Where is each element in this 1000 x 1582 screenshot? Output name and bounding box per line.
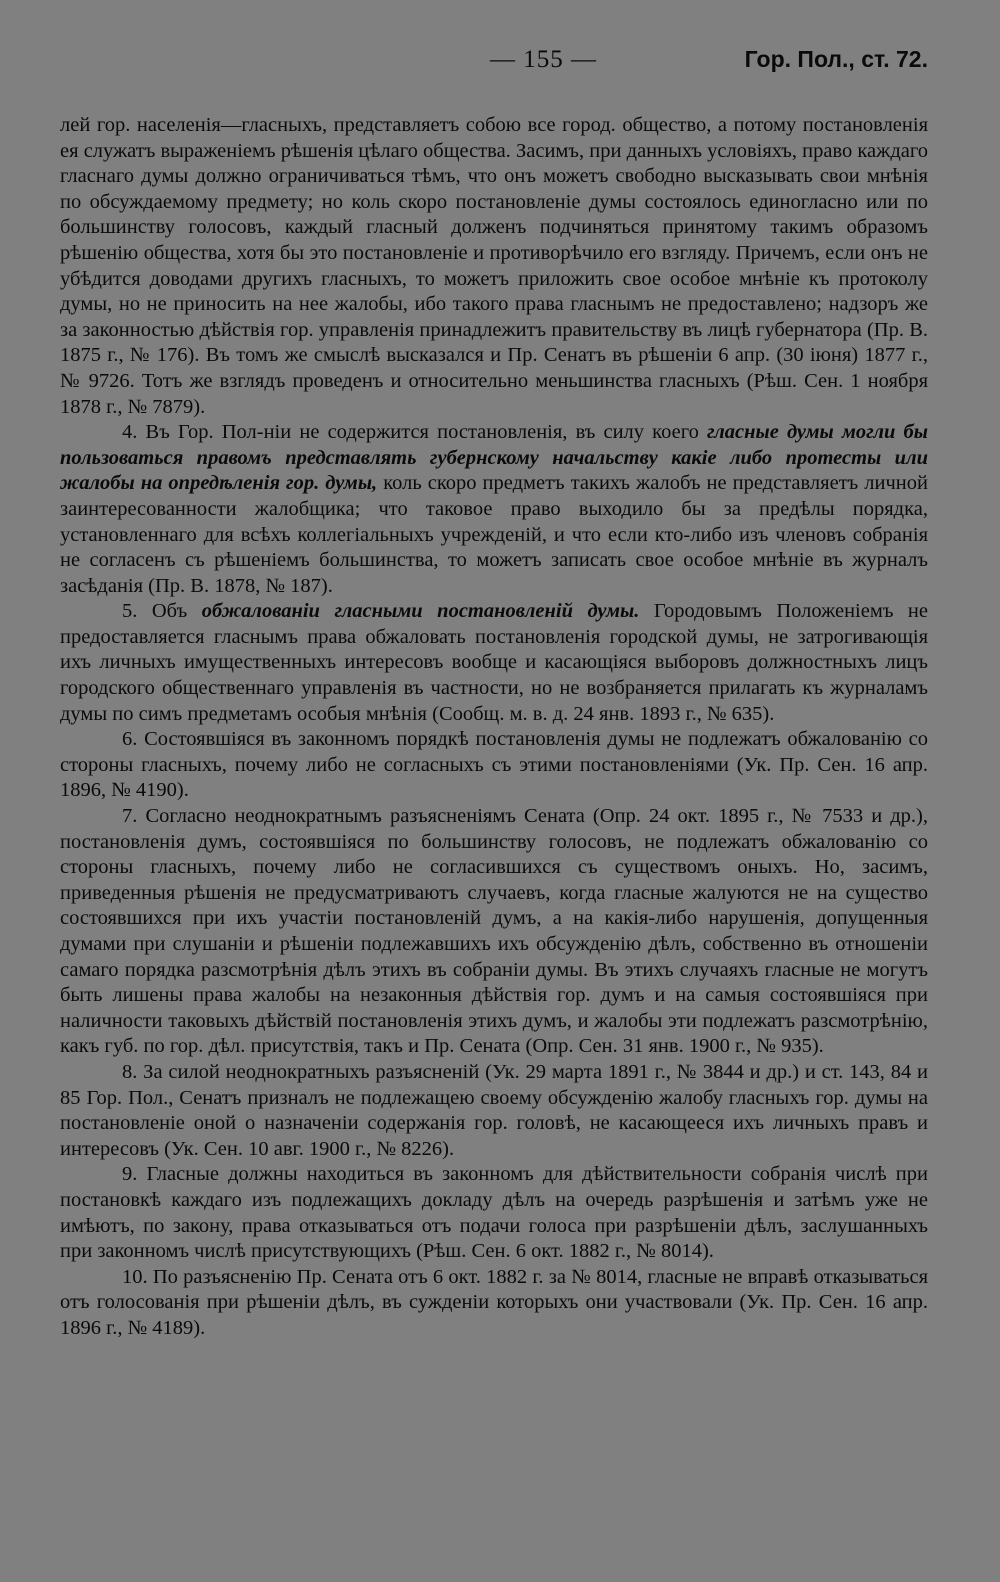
- paragraph-7: 7. Согласно неоднократнымъ разъясненіямъ Сената (Опр. 24 окт. 1895 г., № 7533 и др.), постановленія думъ, состоявшіяся по большинству голосовъ, не подлежатъ обжалованію со стороны гласныхъ, почему либо не согласившихся съ существомъ оныхъ. Но, засимъ, приведенныя рѣшенія не предусматриваютъ случаевъ, когда гласные жалуются не на существо состоявшихся при ихъ участіи постановленій думъ, а на какія-либо нарушенія, допущенныя думами при слушаніи и рѣшеніи подлежавшихъ ихъ обсужденію дѣлъ, собственно въ отношеніи самаго порядка разсмотрѣнія дѣлъ этихъ въ собраніи думы. Въ этихъ случаяхъ гласные не могутъ быть лишены права жалобы на незаконныя дѣйствія гор. думъ и на самыя состоявшіяся при наличности таковыхъ дѣйствій постановленія этихъ думъ, и жалобы эти подлежатъ разсмотрѣнію, какъ губ. по гор. дѣл. присутствія, такъ и Пр. Сената (Опр. Сен. 31 янв. 1900 г., № 935).: [60, 805, 928, 1058]
- paragraph-continuation: лей гор. населенія—гласныхъ, представляетъ собою все город. общество, а потому постановленія ея служатъ выраженіемъ рѣшенія цѣлаго общества. Засимъ, при данныхъ условіяхъ, право каждаго гласнаго думы должно ограничиваться тѣмъ, что онъ можетъ свободно высказывать свои мнѣнія по обсуждаемому предмету; но коль скоро постановленіе думы состоялось единогласно или по большинству голосовъ, каждый гласный долженъ подчиняться принятому такимъ образомъ рѣшенію общества, хотя бы это постановленіе и противорѣчило его взгляду. Причемъ, если онъ не убѣдится доводами другихъ гласныхъ, то можетъ приложить свое особое мнѣніе къ протоколу думы, но не приносить на нее жалобы, ибо такого права гласнымъ не предоставлено; надзоръ же за законностью дѣйствія гор. управленія принадлежитъ правительству въ лицѣ губернатора (Пр. В. 1875 г., № 176). Въ томъ же смыслѣ высказался и Пр. Сенатъ въ рѣшеніи 6 апр. (30 іюня) 1877 г., № 9726. Тотъ же взглядъ проведенъ и относительно меньшинства гласныхъ (Рѣш. Сен. 1 ноября 1878 г., № 7879).: [60, 114, 928, 418]
- paragraph-5: 5. Объ обжалованіи гласными постановленій думы. Городовымъ Положеніемъ не предоставляется гласнымъ права обжаловать постановленія городской думы, не затрогивающія ихъ личныхъ имущественныхъ интересовъ вообще и касающіяся выборовъ должностныхъ лицъ городского общественнаго управленія въ частности, но не возбраняется прилагать къ журналамъ думы по симъ предметамъ особыя мнѣнія (Сообщ. м. в. д. 24 янв. 1893 г., № 635).: [60, 600, 928, 725]
- running-head: Гор. Пол., ст. 72.: [744, 46, 928, 72]
- paragraph-9: 9. Гласные должны находиться въ законномъ для дѣйствительности собранія числѣ при постановкѣ каждаго изъ подлежащихъ докладу дѣлъ на очередь разрѣшенія и затѣмъ уже не имѣютъ, по закону, права отказываться отъ подачи голоса при разрѣшеніи дѣлъ, заслушанныхъ при законномъ числѣ присутствующихъ (Рѣш. Сен. 6 окт. 1882 г., № 8014).: [60, 1163, 928, 1263]
- paragraph-6: 6. Состоявшіяся въ законномъ порядкѣ постановленія думы не подлежатъ обжалованію со стороны гласныхъ, почему либо не согласныхъ съ этими постановленіями (Ук. Пр. Сен. 16 апр. 1896, № 4190).: [60, 728, 928, 802]
- article-text: [60, 113, 928, 1342]
- paragraph-10: 10. По разъясненію Пр. Сената отъ 6 окт. 1882 г. за № 8014, гласные не вправѣ отказываться отъ голосованія при рѣшеніи дѣлъ, въ сужденіи которыхъ они участвовали (Ук. Пр. Сен. 16 апр. 1896 г., № 4189).: [60, 1265, 928, 1339]
- page-header: [60, 46, 928, 86]
- emphasis-text: обжалованіи гласными постановленій думы.: [201, 600, 640, 623]
- paragraph-4: 4. Въ Гор. Пол-ніи не содержится постановленія, въ силу коего гласные думы могли бы пользоваться правомъ представлять губернскому начальству какіе либо протесты или жалобы на опредѣленія гор. думы, коль скоро предметъ такихъ жалобъ не представляетъ личной заинтересованности жалобщика; что таковое право выходило бы за предѣлы порядка, установленнаго для всѣхъ коллегіальныхъ учрежденій, и что если кто-либо изъ членовъ собранія не согласенъ съ рѣшеніемъ большинства, то можетъ записать свое особое мнѣніе въ журналъ засѣданія (Пр. В. 1878, № 187).: [60, 421, 928, 597]
- paragraph-8: 8. За силой неоднократныхъ разъясненій (Ук. 29 марта 1891 г., № 3844 и др.) и ст. 143, 84 и 85 Гор. Пол., Сенатъ призналъ не подлежащею своему обсужденію жалобу гласныхъ гор. думы на постановленіе оной о назначеніи содержанія гор. головѣ, не касающееся ихъ личныхъ правъ и интересовъ (Ук. Сен. 10 авг. 1900 г., № 8226).: [60, 1060, 928, 1160]
- emphasis-text: гласные думы могли бы пользоваться правомъ представлять губернскому начальству какіе либо протесты или жалобы на опредѣленія гор. думы,: [60, 421, 928, 495]
- page-number: — 155 —: [490, 46, 597, 73]
